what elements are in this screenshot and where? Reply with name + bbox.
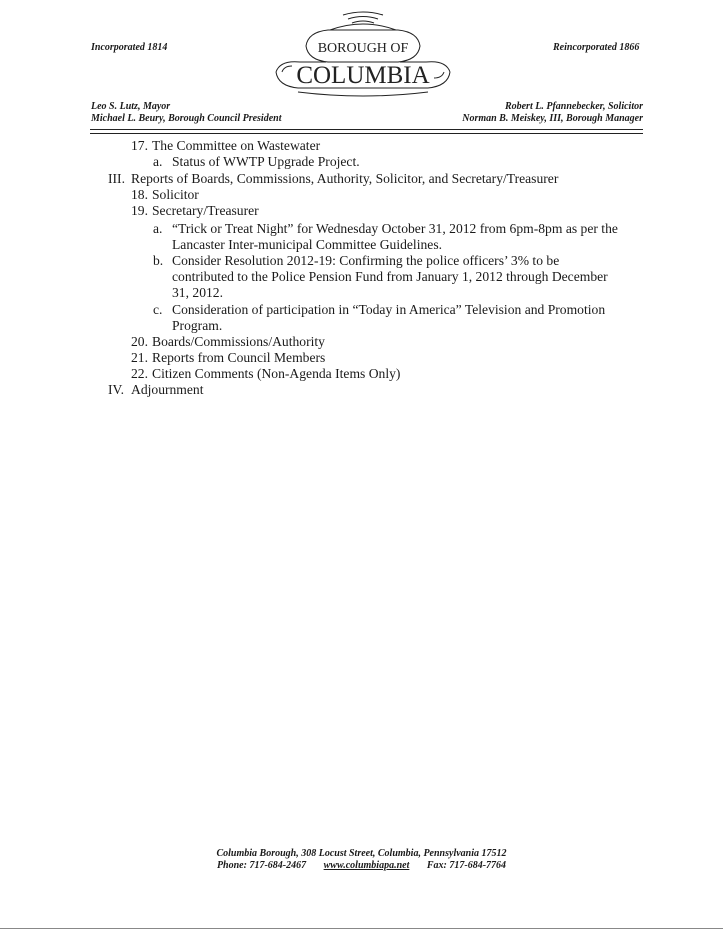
solicitor-name: Robert L. Pfannebecker, Solicitor — [504, 101, 643, 112]
scan-edge-line — [0, 928, 723, 929]
header-rule-bottom — [90, 133, 643, 134]
footer-website-link[interactable]: www.columbiapa.net — [323, 860, 410, 871]
council-president-name: Michael L. Beury, Borough Council President — [91, 113, 282, 124]
logo-line1: BOROUGH OF — [317, 41, 409, 56]
footer-phone: Phone: 717-684-2467 — [216, 860, 307, 871]
footer-address: Columbia Borough, 308 Locust Street, Columbia, Pennsylvania 17512 — [216, 848, 507, 859]
incorporated-date: Incorporated 1814 — [91, 42, 168, 53]
reincorporated-date: Reincorporated 1866 — [553, 42, 640, 53]
borough-of-columbia-logo — [268, 6, 458, 98]
mayor-name: Leo S. Lutz, Mayor — [91, 101, 171, 112]
borough-manager-name: Norman B. Meiskey, III, Borough Manager — [462, 113, 643, 124]
footer-contact — [0, 860, 723, 871]
header-rule-top — [90, 129, 643, 130]
footer-fax: Fax: 717-684-7764 — [426, 860, 507, 871]
logo-line2: COLUMBIA — [296, 62, 430, 89]
